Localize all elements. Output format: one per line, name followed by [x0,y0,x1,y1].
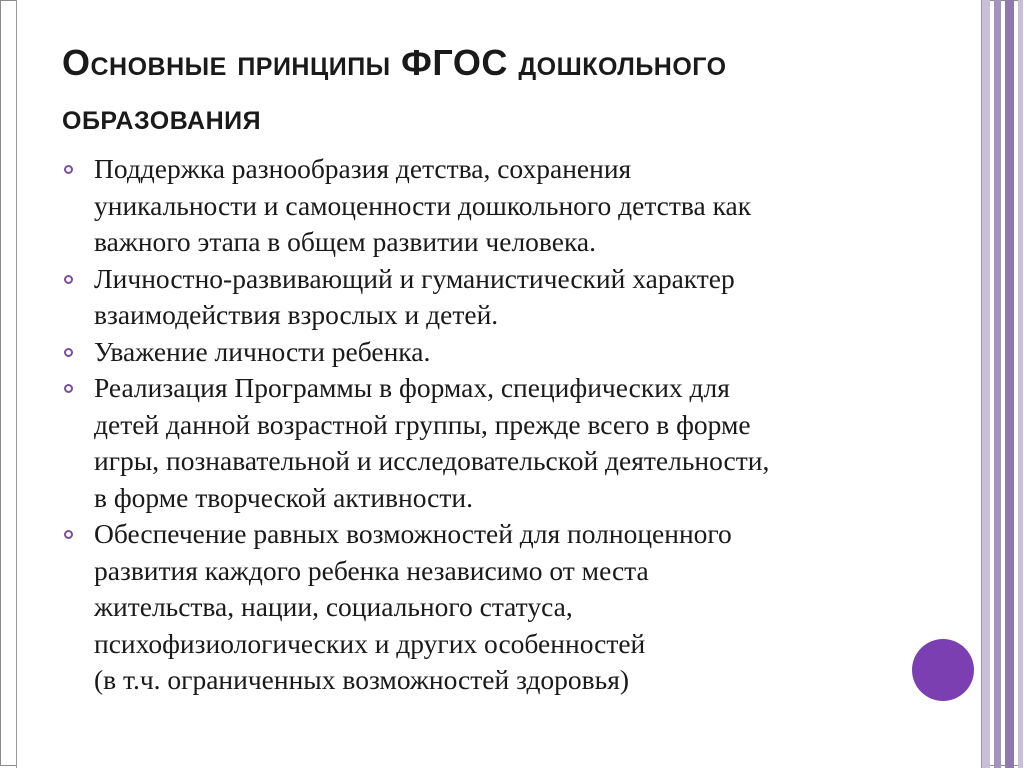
bullet-text-line: Поддержка разнообразия детства, сохранения [94,153,632,184]
bullet-text-line: психофизиологических и других особенностей [94,627,646,659]
bullet-text-line: детей данной возрастной группы, прежде всего в форме [94,408,751,440]
list-item [62,261,922,334]
stripe-dark [1005,0,1014,768]
bullet-text-line: жительства, нации, социального статуса, [94,591,573,622]
principles-list [62,151,922,699]
bullet-text-line: (в т.ч. ограниченных возможностей здоровья) [94,664,630,695]
list-item [62,151,922,261]
title-line-1: Основные принципы ФГОС дошкольного [62,42,727,83]
title-line-2: образования [62,96,262,137]
list-item [62,370,922,516]
bullet-text-line: уникальности и самоценности дошкольного детства как [94,189,752,221]
bullet-text-line: Уважение личности ребенка. [94,335,431,367]
bullet-text-line: в форме творческой активности. [94,481,473,513]
stripe-mid [994,0,1001,768]
ring-bullet-icon [64,275,73,284]
ring-bullet-icon [64,384,73,393]
ring-bullet-icon [64,348,73,357]
ring-bullet-icon [64,165,73,174]
bullet-text-line: важного этапа в общем развитии человека. [94,226,596,257]
bullet-text-line: Реализация Программы в формах, специфических для [94,372,730,403]
decorative-stripes [982,0,1024,768]
purple-circle-icon [912,639,974,701]
bullet-text-line: игры, познавательной и исследовательской деятельности, [94,445,770,476]
page-title [62,36,962,144]
bullet-text-line: Личностно-развивающий и гуманистический характер [94,262,735,294]
bullet-text-line: развития каждого ребенка независимо от места [94,554,649,586]
bullet-text-line: Обеспечение равных возможностей для полноценного [94,518,732,549]
list-item [62,516,922,699]
ring-bullet-icon [64,530,73,539]
bullet-text-line: взаимодействия взрослых и детей. [94,299,499,330]
stripe-light-2 [1018,0,1023,768]
list-item [62,334,922,371]
stripe-light [982,0,990,768]
